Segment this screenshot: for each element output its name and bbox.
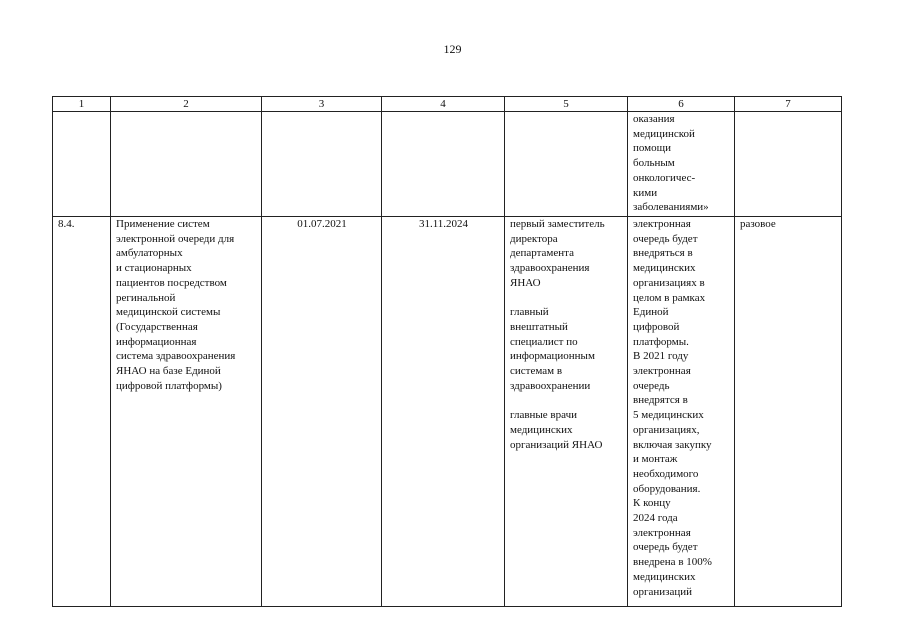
page-number: 129 bbox=[443, 42, 462, 56]
text-line: система здравоохранения bbox=[116, 350, 236, 363]
text-line: медицинских bbox=[510, 423, 573, 436]
column-header: 5 bbox=[505, 97, 628, 112]
text-line: больным bbox=[633, 157, 675, 170]
text-line: регинальной bbox=[116, 291, 176, 304]
text-line: департамента bbox=[510, 247, 574, 260]
result-cell bbox=[628, 217, 735, 607]
header-row bbox=[53, 97, 842, 112]
table-cell bbox=[111, 112, 262, 217]
text-line: целом в рамках bbox=[633, 291, 706, 304]
text-line: медицинской системы bbox=[116, 306, 221, 319]
text-line: внештатный bbox=[510, 320, 568, 333]
text-line: главные врачи bbox=[510, 409, 577, 422]
text-line: медицинских bbox=[633, 570, 696, 583]
text-line: медицинской bbox=[633, 127, 695, 140]
text-line: цифровой bbox=[633, 320, 680, 333]
end-date-cell: 31.11.2024 bbox=[382, 217, 505, 607]
text-line: кими bbox=[633, 186, 658, 199]
text-line: (Государственная bbox=[116, 320, 198, 333]
text-line: онкологичес- bbox=[633, 171, 696, 184]
table-cell bbox=[505, 112, 628, 217]
column-header: 6 bbox=[628, 97, 735, 112]
text-line: внедрена в 100% bbox=[633, 556, 712, 569]
text-line: платформы. bbox=[633, 335, 689, 348]
text-line: информационным bbox=[510, 350, 595, 363]
text-line: здравоохранении bbox=[510, 379, 591, 392]
column-header: 2 bbox=[111, 97, 262, 112]
text-line: и стационарных bbox=[116, 262, 192, 275]
text-line: организаций ЯНАО bbox=[510, 438, 603, 451]
measure-name-cell bbox=[111, 217, 262, 607]
text-line: внедряться в bbox=[633, 247, 693, 260]
text-line: медицинских bbox=[633, 262, 696, 275]
spacer bbox=[510, 291, 623, 306]
text-line: включая закупку bbox=[633, 438, 712, 451]
table-cell bbox=[382, 112, 505, 217]
text-line: помощи bbox=[633, 142, 671, 155]
continuation-result-cell bbox=[628, 112, 735, 217]
table-cell bbox=[735, 112, 842, 217]
measures-table bbox=[52, 96, 842, 607]
text-line: директора bbox=[510, 232, 558, 245]
text-line: системам в bbox=[510, 365, 563, 378]
text-line: первый заместитель bbox=[510, 218, 605, 230]
text-line: цифровой платформы) bbox=[116, 379, 222, 392]
text-line: и монтаж bbox=[633, 453, 678, 466]
column-header: 3 bbox=[262, 97, 382, 112]
text-line: пациентов посредством bbox=[116, 276, 227, 289]
text-line: 2024 года bbox=[633, 512, 678, 525]
text-line: внедрятся в bbox=[633, 394, 688, 407]
text-line: очередь будет bbox=[633, 541, 698, 554]
column-header: 1 bbox=[53, 97, 111, 112]
text-line: Применение систем bbox=[116, 218, 210, 230]
text-line: К концу bbox=[633, 497, 671, 510]
text-line: оборудования. bbox=[633, 482, 701, 495]
periodicity-cell: разовое bbox=[735, 217, 842, 607]
row-number: 8.4. bbox=[53, 217, 111, 607]
text-line: организациях в bbox=[633, 276, 705, 289]
text-line: амбулаторных bbox=[116, 247, 183, 260]
text-line: электронная bbox=[633, 526, 691, 539]
text-line: очередь будет bbox=[633, 232, 698, 245]
start-date-cell: 01.07.2021 bbox=[262, 217, 382, 607]
column-header: 7 bbox=[735, 97, 842, 112]
text-line: специалист по bbox=[510, 335, 578, 348]
text-line: организациях, bbox=[633, 423, 700, 436]
table-cell bbox=[53, 112, 111, 217]
text-line: ЯНАО bbox=[510, 276, 541, 289]
text-line: организаций bbox=[633, 585, 693, 598]
text-line: информационная bbox=[116, 335, 197, 348]
spacer bbox=[510, 393, 623, 408]
text-line: заболеваниями» bbox=[633, 201, 709, 214]
text-line: электронная bbox=[633, 365, 691, 378]
text-line: электронная bbox=[633, 218, 691, 230]
responsible-cell bbox=[505, 217, 628, 607]
text-line: 5 медицинских bbox=[633, 409, 704, 422]
text-line: необходимого bbox=[633, 467, 699, 480]
text-line: ЯНАО на базе Единой bbox=[116, 365, 221, 378]
text-line: здравоохранения bbox=[510, 262, 590, 275]
text-line: очередь bbox=[633, 379, 670, 392]
text-line: главный bbox=[510, 306, 549, 319]
table-row-continuation bbox=[53, 112, 842, 217]
text-line: Единой bbox=[633, 306, 669, 319]
text-line: оказания bbox=[633, 113, 675, 125]
text-line: В 2021 году bbox=[633, 350, 689, 363]
column-header: 4 bbox=[382, 97, 505, 112]
table-cell bbox=[262, 112, 382, 217]
text-line: электронной очереди для bbox=[116, 232, 235, 245]
table-row-8-4 bbox=[53, 217, 842, 607]
